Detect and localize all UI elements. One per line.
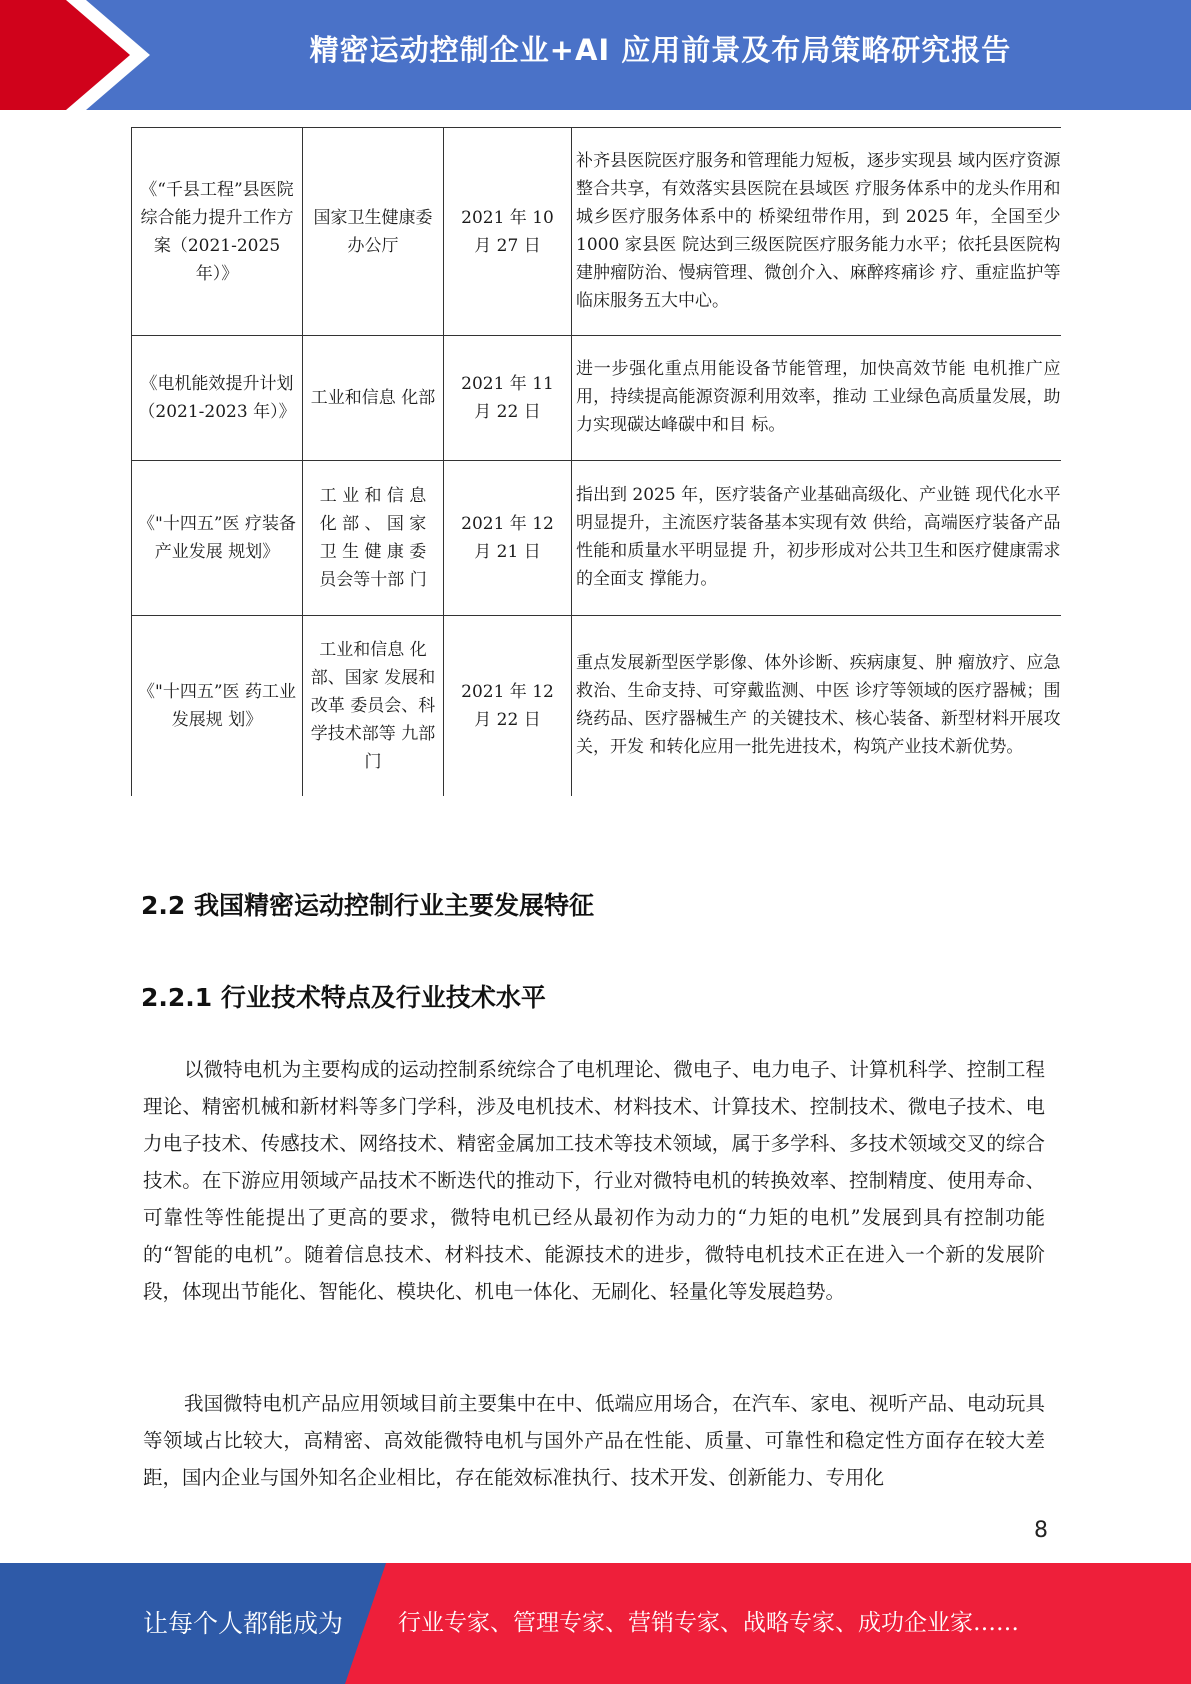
footer-slogan-right: 行业专家、管理专家、营销专家、战略专家、成功企业家…… [398,1610,1019,1636]
policy-name: 《"十四五”医 药工业发展规 划》 [132,616,303,796]
policy-description: 补齐县医院医疗服务和管理能力短板，逐步实现县 域内医疗资源整合共享，有效落实县医院在县域医 疗服务体系中的龙头作用和城乡医疗服务体系中的 桥梁纽带作用，到 2025 年，全国至少 1000 家县医 院达到三级医院医疗服务能力水平；依托县医院构 建肿瘤防治、慢病管理、微创介入、麻醉疼痛诊 疗、重症监护等临床服务五大中心。 [572,128,1061,336]
policy-description: 进一步强化重点用能设备节能管理，加快高效节能 电机推广应用，持续提高能源资源利用效率，推动 工业绿色高质量发展，助力实现碳达峰碳中和目 标。 [572,336,1061,461]
table-row [132,461,1061,616]
policy-department: 国家卫生健康委办公厅 [303,128,444,336]
subsection-heading: 2.2.1 行业技术特点及行业技术水平 [141,983,546,1012]
policy-description: 重点发展新型医学影像、体外诊断、疾病康复、肿 瘤放疗、应急救治、生命支持、可穿戴监测、中医 诊疗等领域的医疗器械；围绕药品、医疗器械生产 的关键技术、核心装备、新型材料开展攻关，开发 和转化应用一批先进技术，构筑产业技术新优势。 [572,616,1061,796]
footer-banner [0,1563,1191,1684]
table-row [132,616,1061,796]
section-heading: 2.2 我国精密运动控制行业主要发展特征 [141,891,594,920]
policy-table [131,127,1061,796]
footer-slogan-left: 让每个人都能成为 [143,1609,344,1638]
policy-name: 《"十四五”医 疗装备产业发展 规划》 [132,461,303,616]
body-paragraph: 以微特电机为主要构成的运动控制系统综合了电机理论、微电子、电力电子、计算机科学、控制工程理论、精密机械和新材料等多门学科，涉及电机技术、材料技术、计算技术、控制技术、微电子技术、电力电子技术、传感技术、网络技术、精密金属加工技术等技术领域，属于多学科、多技术领域交叉的综合技术。在下游应用领域产品技术不断迭代的推动下，行业对微特电机的转换效率、控制精度、使用寿命、可靠性等性能提出了更高的要求，微特电机已经从最初作为动力的“力矩的电机”发展到具有控制功能的“智能的电机”。随着信息技术、材料技术、能源技术的进步，微特电机技术正在进入一个新的发展阶段，体现出节能化、智能化、模块化、机电一体化、无刷化、轻量化等发展趋势。 [143,1058,1045,1303]
policy-date: 2021 年 12 月 22 日 [444,616,572,796]
policy-date: 2021 年 12 月 21 日 [444,461,572,616]
policy-description: 指出到 2025 年，医疗装备产业基础高级化、产业链 现代化水平明显提升，主流医疗装备基本实现有效 供给，高端医疗装备产品性能和质量水平明显提 升，初步形成对公共卫生和医疗健康需求的全面支 撑能力。 [572,461,1061,616]
policy-date: 2021 年 11 月 22 日 [444,336,572,461]
header-banner [0,0,1191,110]
page-number: 8 [1034,1518,1048,1543]
header-arrow-decoration [0,0,150,110]
policy-department: 工业和信息 化部 [303,336,444,461]
policy-date: 2021 年 10 月 27 日 [444,128,572,336]
policy-department: 工业和信息 化部、国家 发展和改革 委员会、科 学技术部等 九部门 [303,616,444,796]
report-title: 精密运动控制企业+AI 应用前景及布局策略研究报告 [309,33,1012,67]
table-row [132,336,1061,461]
policy-name: 《电机能效提升计划（2021-2023 年）》 [132,336,303,461]
body-paragraph: 我国微特电机产品应用领域目前主要集中在中、低端应用场合，在汽车、家电、视听产品、电动玩具等领域占比较大，高精密、高效能微特电机与国外产品在性能、质量、可靠性和稳定性方面存在较大差距，国内企业与国外知名企业相比，存在能效标准执行、技术开发、创新能力、专用化 [143,1392,1045,1489]
policy-department: 工 业 和 信 息 化 部 、 国 家 卫 生 健 康 委 员会等十部 门 [303,461,444,616]
table-row [132,128,1061,336]
policy-name: 《“千县工程”县医院综合能力提升工作方案（2021-2025 年）》 [132,128,303,336]
